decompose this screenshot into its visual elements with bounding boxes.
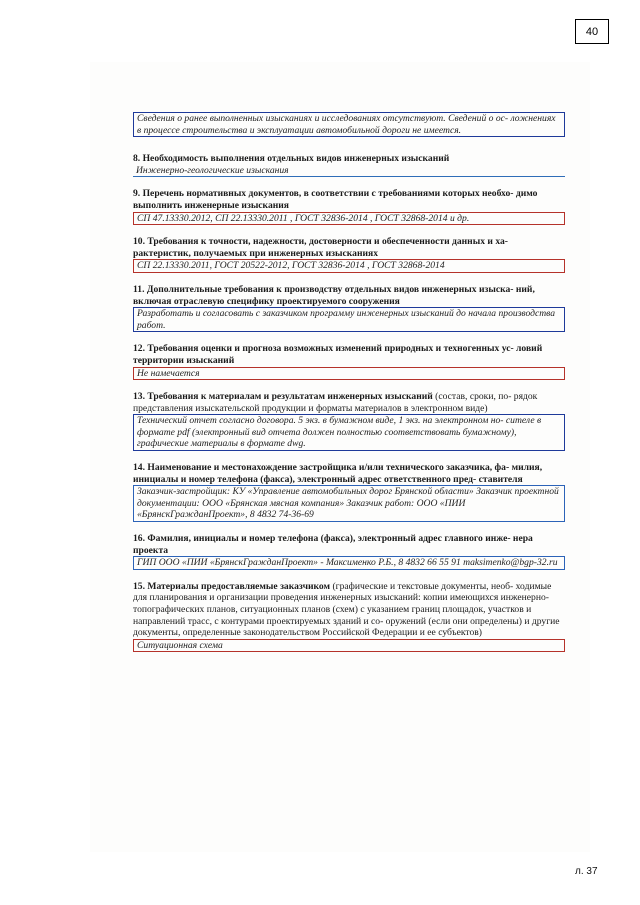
section-heading: [133, 391, 565, 414]
section-heading: 16. Фамилия, инициалы и номер телефона (факса), электронный адрес главного инже- нера проекта: [133, 533, 533, 556]
section-16: [133, 533, 565, 570]
section-11: [133, 284, 565, 332]
sheet-number: л. 37: [575, 866, 598, 877]
section-14: [133, 462, 565, 522]
section-heading-note: (состав, сроки, по- рядок представления изыскательской продукции и форматы материалов в электронном виде): [133, 391, 538, 414]
section-value: Инженерно-геологические изыскания: [133, 165, 565, 178]
section-10: [133, 236, 565, 273]
section-value: СП 47.13330.2012, СП 22.13330.2011 , ГОСТ 32836-2014 , ГОСТ 32868-2014 и др.: [133, 212, 565, 226]
section-value: Не намечается: [133, 367, 565, 381]
section-13: [133, 391, 565, 451]
section-value: Ситуационная схема: [133, 639, 565, 653]
section-value: СП 22.13330.2011, ГОСТ 20522-2012, ГОСТ 32836-2014 , ГОСТ 32868-2014: [133, 259, 565, 273]
section-heading: 8. Необходимость выполнения отдельных видов инженерных изысканий: [133, 153, 450, 165]
section-heading: 14. Наименование и местонахождение застройщика и/или технического заказчика, фа- милия, инициалы и номер телефона (факса), электронный адрес ответственного пред- ставителя: [133, 462, 543, 485]
section-value: Заказчик-застройщик: КУ «Управление автомобильных дорог Брянской области» Заказчик проектной документации: ООО «Брянская мясная компания» Заказчик работ: ООО «ПИИ «БрянскГражданПроект», 8 4832 74-36-69: [133, 485, 565, 522]
section-8: [133, 153, 565, 177]
section-value: Разработать и согласовать с заказчиком программу инженерных изысканий до начала производства работ.: [133, 307, 565, 332]
section-heading: 10. Требования к точности, надежности, достоверности и обеспеченности данных и ха- рактеристик, получаемых при инженерных изысканиях: [133, 236, 508, 259]
section-12: [133, 343, 565, 380]
section-heading: 9. Перечень нормативных документов, в соответствии с требованиями которых необхо- димо выполнить инженерные изыскания: [133, 188, 538, 211]
section-heading-bold: 13. Требования к материалам и результатам инженерных изысканий: [133, 391, 433, 403]
section-heading: [133, 581, 565, 639]
section-heading-note: (графические и текстовые документы, необ- ходимые для планирования и организации проведения инженерных изысканий: копии имеющихся инженерно-топографических планов, ситуационных планов (схем) с указанием границ площадок, участков и направлений трасс, с контурами проектируемых зданий и со- оружений (если они определены) и другие документы, определенные законодательством Российской Федерации и ее субъектов): [133, 580, 560, 639]
page-number-box: 40: [575, 19, 609, 44]
section-9: [133, 188, 565, 225]
section-heading: 12. Требования оценки и прогноза возможных изменений природных и техногенных ус- ловий территории изысканий: [133, 343, 543, 366]
document-content: [133, 112, 565, 652]
section-heading: 11. Дополнительные требования к производству отдельных видов инженерных изыска- ний, включая отраслевую специфику проектируемого сооружения: [133, 283, 535, 307]
section-heading-bold: 15. Материалы предоставляемые заказчиком: [133, 580, 331, 592]
intro-frame: Сведения о ранее выполненных изысканиях и исследованиях отсутствуют. Сведений о ос- ложнениях в процессе строительства и эксплуатации автомобильной дороги не имеется.: [133, 112, 565, 137]
section-15: [133, 581, 565, 653]
section-value: ГИП ООО «ПИИ «БрянскГражданПроект» - Максименко Р.Б., 8 4832 66 55 91 maksimenko@bgp-32.ru: [133, 556, 565, 570]
section-value: Технический отчет согласно договора. 5 экз. в бумажном виде, 1 экз. на электронном но- сителе в формате pdf (электронный вид отчета должен полностью соответствовать бумажному), графические материалы в формате dwg.: [133, 414, 565, 451]
